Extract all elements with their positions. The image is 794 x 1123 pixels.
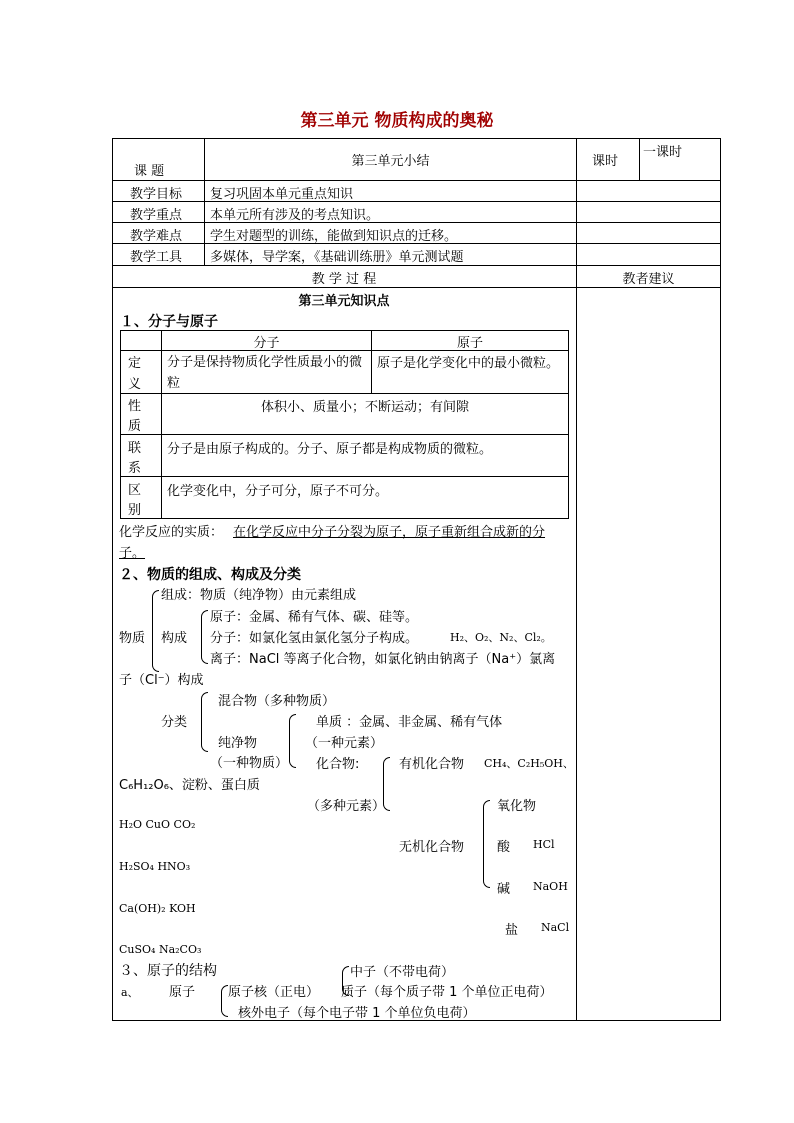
pure-note: （一种物质） <box>210 756 289 771</box>
proton-label: 质子（每个质子带 1 个单位正电荷） <box>341 985 553 1000</box>
row-tools-value: 多媒体，导学案，《基础训练册》单元测试题 <box>210 250 464 265</box>
brace-pure <box>289 714 296 768</box>
essence-label: 化学反应的实质： <box>119 525 224 540</box>
col-atom: 原子 <box>456 336 483 351</box>
molecule-line: 分子：如氯化氢由氯化氢分子构成。 <box>210 631 419 646</box>
organic-examples: CH₄、C₂H₅OH、 <box>484 757 574 770</box>
brace-constitute <box>201 610 208 664</box>
row-goal-value: 复习巩固本单元重点知识 <box>210 187 354 202</box>
prop-value: 体积小、质量小；不断运动；有间隙 <box>260 400 469 415</box>
molecule-examples: H₂、O₂、N₂、Cl₂。 <box>450 631 552 644</box>
s2-title: ２、物质的组成、构成及分类 <box>119 567 301 583</box>
diff-label-1: 区 <box>128 483 142 498</box>
essence-text: 在化学反应中分子分裂为原子，原子重新组合成新的分 <box>233 525 546 540</box>
a-label: a、 <box>121 986 139 999</box>
subject-label: 课 题 <box>134 164 165 179</box>
oxide-examples: H₂O CuO CO₂ <box>119 818 196 831</box>
brace-classify <box>201 692 208 752</box>
acid-ex: HCl <box>533 838 555 851</box>
row-difficulty-value: 学生对题型的训练，能做到知识点的迁移。 <box>210 229 458 244</box>
row-key-label: 教学重点 <box>130 208 183 223</box>
page-title: 第三单元 物质构成的奥秘 <box>300 111 494 131</box>
period-value: 一课时 <box>643 145 683 160</box>
s3-title: ３、原子的结构 <box>119 963 217 979</box>
row-difficulty-label: 教学难点 <box>130 229 183 244</box>
def-atom: 原子是化学变化中的最小微粒。 <box>377 356 560 371</box>
def-molecule: 分子是保持物质化学性质最小的微粒 <box>167 355 363 391</box>
organic-label: 有机化合物 <box>399 757 465 772</box>
process-label: 教 学 过 程 <box>311 272 377 287</box>
element-sub: 单质 ：金属、非金属、稀有气体 <box>316 715 503 730</box>
atom-line: 原子：金属、稀有气体、碳、硅等。 <box>210 610 419 625</box>
brace-matter <box>152 590 159 672</box>
row-goal-label: 教学目标 <box>130 187 183 202</box>
diff-value: 化学变化中，分子可分，原子不可分。 <box>167 484 389 499</box>
ion-line: 离子：NaCl 等离子化合物，如氯化钠由钠离子（Na⁺）氯离 <box>210 652 556 667</box>
base-ex: NaOH <box>533 880 568 893</box>
advice-label: 教者建议 <box>622 272 675 287</box>
pure-label: 纯净物 <box>218 736 258 751</box>
rel-value: 分子是由原子构成的。分子、原子都是构成物质的微粒。 <box>167 442 493 457</box>
rel-label-1: 联 <box>128 441 142 456</box>
inorganic-label: 无机化合物 <box>399 840 465 855</box>
s1-title: １、分子与原子 <box>120 314 218 330</box>
salt-examples: CuSO₄ Na₂CO₃ <box>119 943 202 956</box>
composition: 组成：物质（纯净物）由元素组成 <box>161 588 357 603</box>
acid-label: 酸 <box>497 840 511 855</box>
prop-label-1: 性 <box>128 399 142 414</box>
salt-label: 盐 <box>505 923 519 938</box>
rel-label-2: 系 <box>128 461 142 476</box>
mixture: 混合物（多种物质） <box>218 694 336 709</box>
base-label: 碱 <box>497 882 511 897</box>
acid-examples: H₂SO₄ HNO₃ <box>119 860 191 873</box>
brace-inorganic <box>483 800 490 888</box>
ion-cont: 子（Cl⁻）构成 <box>119 673 204 688</box>
electron-label: 核外电子（每个电子带 1 个单位负电荷） <box>238 1006 476 1021</box>
col-molecule: 分子 <box>253 336 280 351</box>
def-label-2: 义 <box>128 377 142 392</box>
compound-label: 化合物: <box>316 757 360 772</box>
element-note: （一种元素） <box>305 736 384 751</box>
classify-label: 分类 <box>161 715 188 730</box>
matter-label: 物质 <box>119 631 146 646</box>
atom-label: 原子 <box>169 985 196 1000</box>
nucleus-label: 原子核（正电） <box>228 985 320 1000</box>
brace-atom <box>221 985 228 1017</box>
compound-note: （多种元素） <box>307 799 386 814</box>
salt-ex: NaCl <box>541 921 570 934</box>
prop-label-2: 质 <box>128 419 142 434</box>
row-tools-label: 教学工具 <box>130 250 183 265</box>
base-examples: Ca(OH)₂ KOH <box>119 902 196 915</box>
def-label-1: 定 <box>128 356 142 371</box>
constitute-label: 构成 <box>161 631 188 646</box>
essence-cont: 子。 <box>119 546 146 561</box>
subject-value: 第三单元小结 <box>351 154 430 169</box>
organic-cont: C₆H₁₂O₆、淀粉、蛋白质 <box>119 778 260 793</box>
row-key-value: 本单元所有涉及的考点知识。 <box>210 208 380 223</box>
period-label: 课时 <box>592 154 619 169</box>
section-title: 第三单元知识点 <box>298 294 390 309</box>
neutron-label: 中子（不带电荷） <box>350 965 455 980</box>
diff-label-2: 别 <box>128 503 142 518</box>
oxide-label: 氧化物 <box>497 799 537 814</box>
